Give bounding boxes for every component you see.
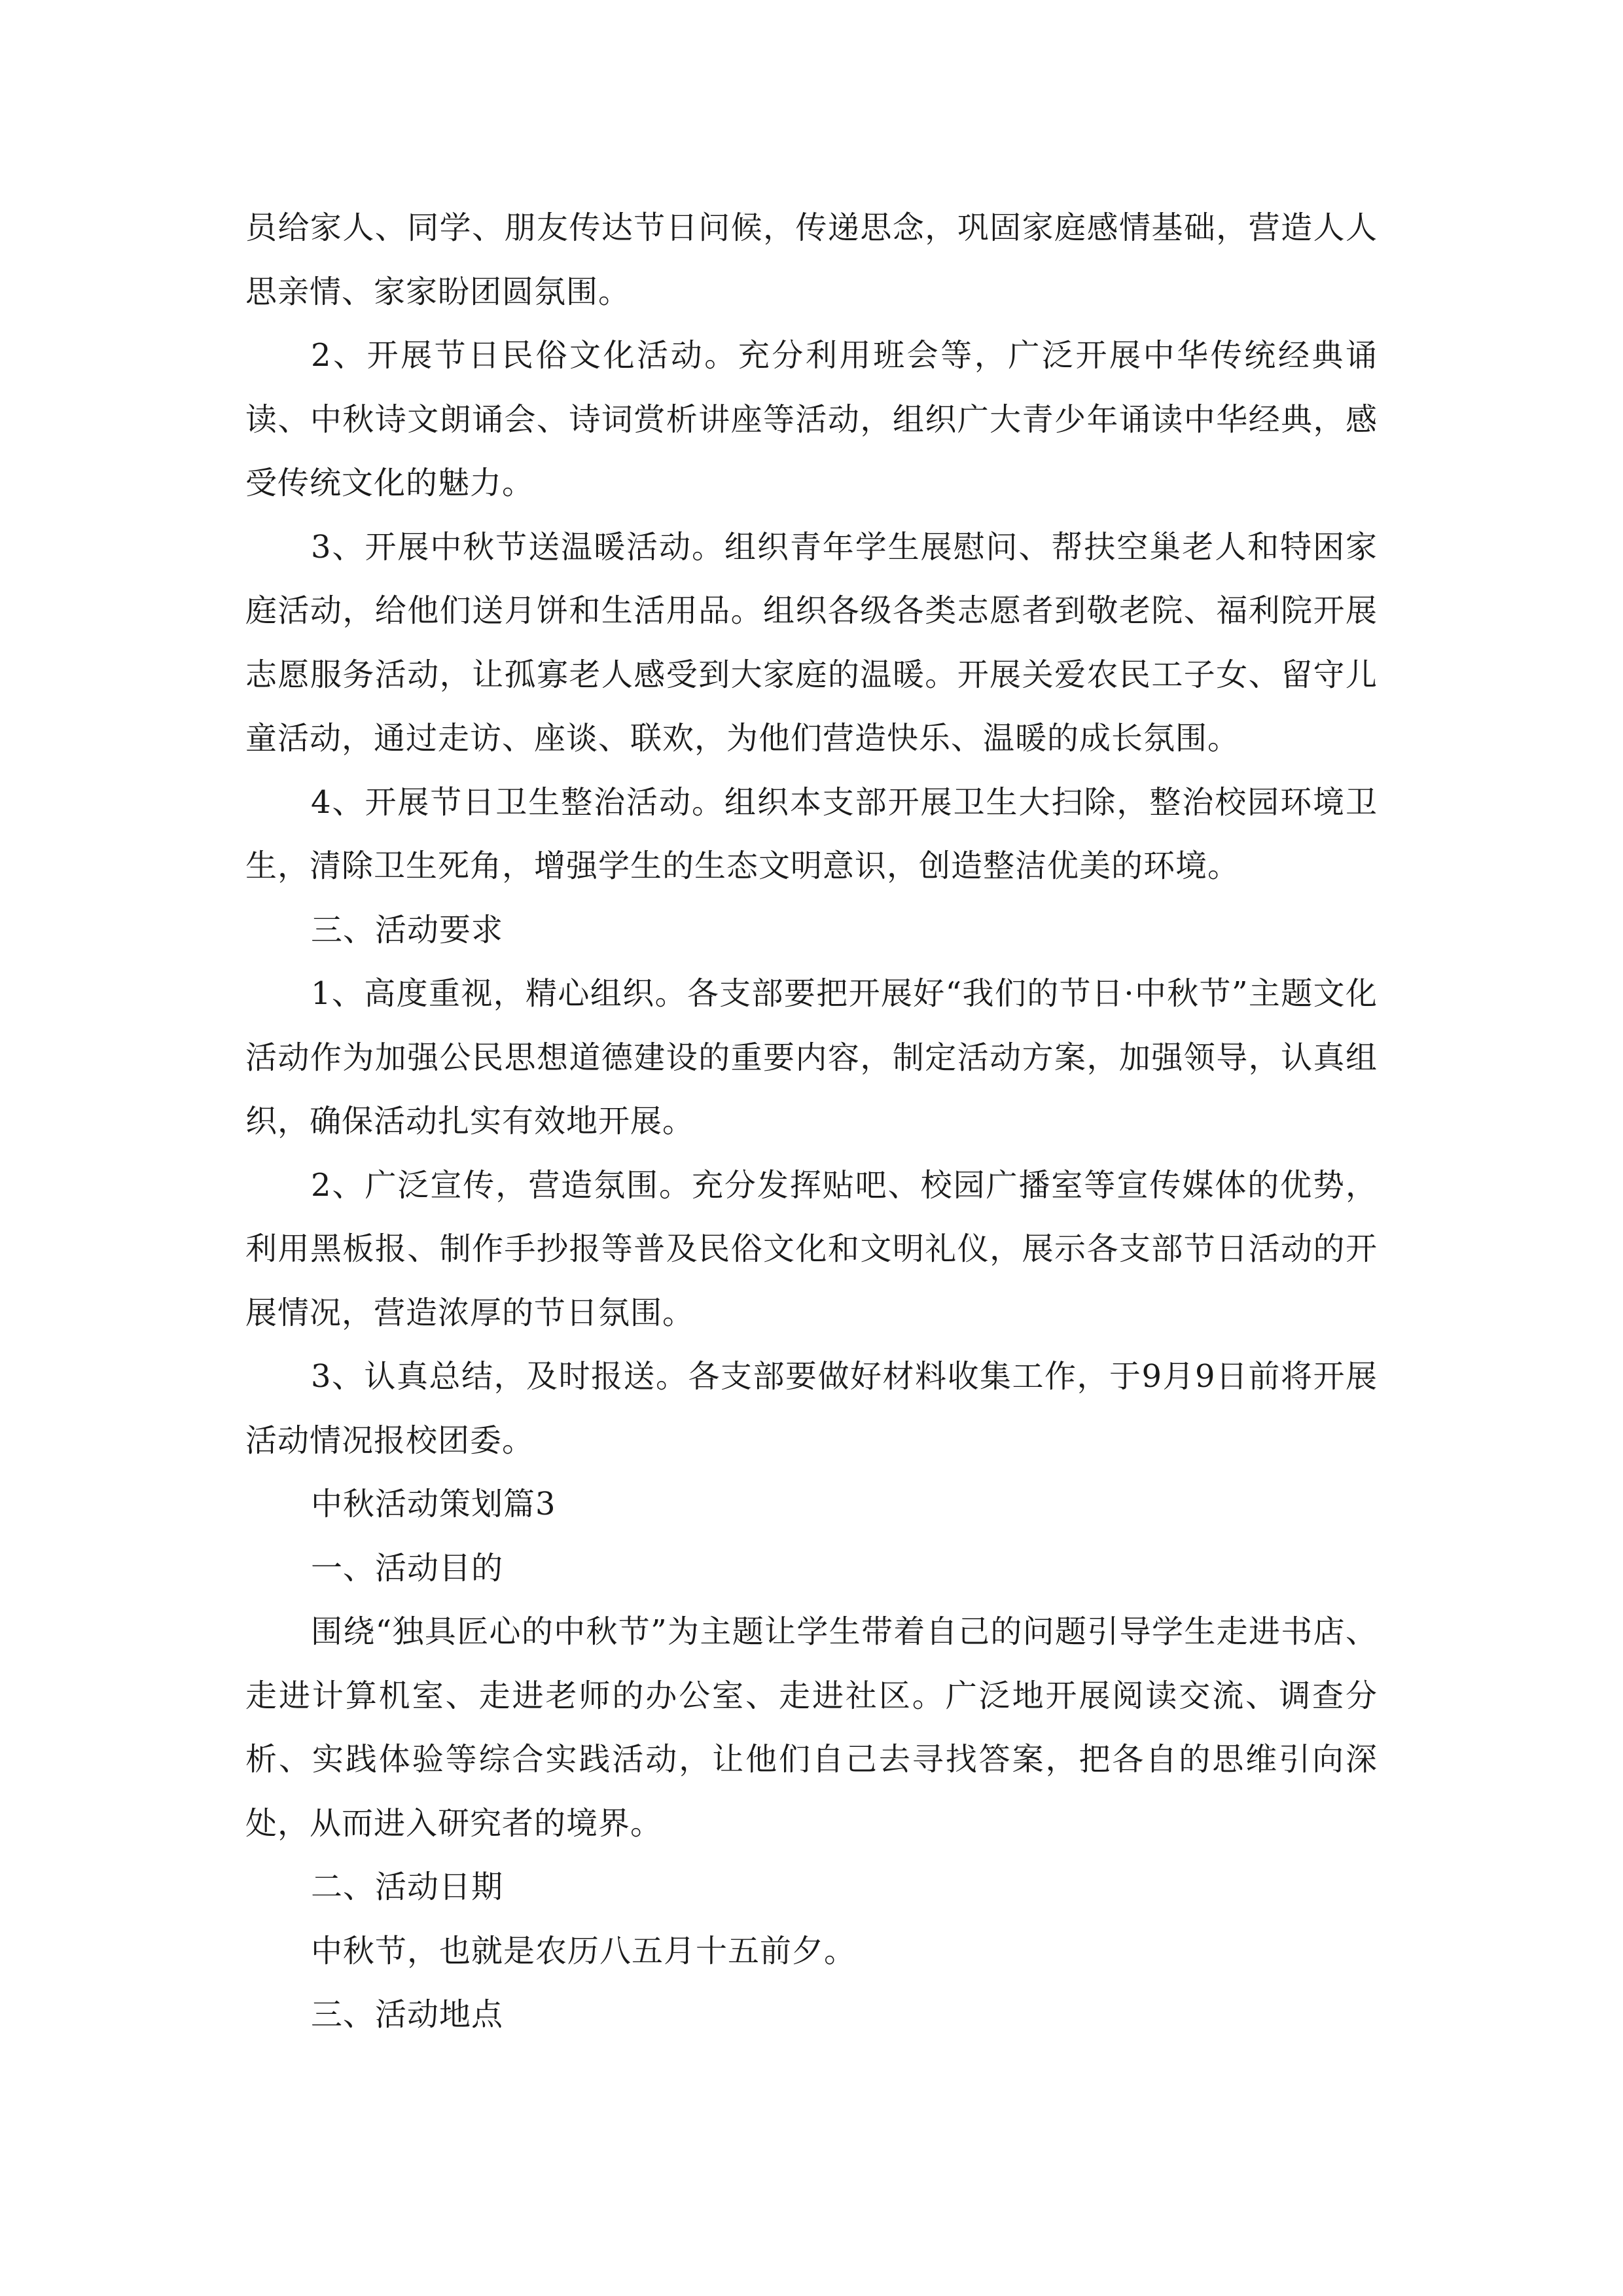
paragraph-purpose: 围绕“独具匠心的中秋节”为主题让学生带着自己的问题引导学生走进书店、走进计算机室、走进老师的办公室、走进社区。广泛地开展阅读交流、调查分析、实践体验等综合实践活动，让他们自己去寻找答案，把各自的思维引向深处，从而进入研究者的境界。 <box>245 1613 1378 1842</box>
heading-requirements: 三、活动要求 <box>311 911 504 948</box>
paragraph-date: 中秋节，也就是农历八五月十五前夕。 <box>311 1932 857 1969</box>
paragraph-requirement-1: 1、高度重视，精心组织。各支部要把开展好“我们的节日·中秋节”主题文化活动作为加强公民思想道德建设的重要内容，制定活动方案，加强领导，认真组织，确保活动扎实有效地开展。 <box>245 975 1378 1139</box>
heading-date: 二、活动日期 <box>311 1869 504 1905</box>
document-body <box>245 196 1378 2047</box>
paragraph-continuation: 员给家人、同学、朋友传达节日问候，传递思念，巩固家庭感情基础，营造人人思亲情、家家盼团圆氛围。 <box>245 209 1378 310</box>
section-title-plan-3: 中秋活动策划篇3 <box>311 1486 556 1522</box>
paragraph-requirement-2: 2、广泛宣传，营造氛围。充分发挥贴吧、校园广播室等宣传媒体的优势，利用黑板报、制作手抄报等普及民俗文化和文明礼仪，展示各支部节日活动的开展情况，营造浓厚的节日氛围。 <box>245 1166 1378 1331</box>
paragraph-requirement-3: 3、认真总结，及时报送。各支部要做好材料收集工作，于9月9日前将开展活动情况报校团委。 <box>245 1358 1378 1459</box>
heading-location: 三、活动地点 <box>311 1996 504 2033</box>
paragraph-sanitation: 4、开展节日卫生整治活动。组织本支部开展卫生大扫除，整治校园环境卫生，清除卫生死角，增强学生的生态文明意识，创造整洁优美的环境。 <box>245 783 1378 884</box>
paragraph-send-warmth: 3、开展中秋节送温暖活动。组织青年学生展慰问、帮扶空巢老人和特困家庭活动，给他们送月饼和生活用品。组织各级各类志愿者到敬老院、福利院开展志愿服务活动，让孤寡老人感受到大家庭的温暖。开展关爱农民工子女、留守儿童活动，通过走访、座谈、联欢，为他们营造快乐、温暖的成长氛围。 <box>245 528 1378 757</box>
heading-purpose: 一、活动目的 <box>311 1549 504 1587</box>
paragraph-folk-culture: 2、开展节日民俗文化活动。充分利用班会等，广泛开展中华传统经典诵读、中秋诗文朗诵会、诗词赏析讲座等活动，组织广大青少年诵读中华经典，感受传统文化的魅力。 <box>245 337 1378 501</box>
